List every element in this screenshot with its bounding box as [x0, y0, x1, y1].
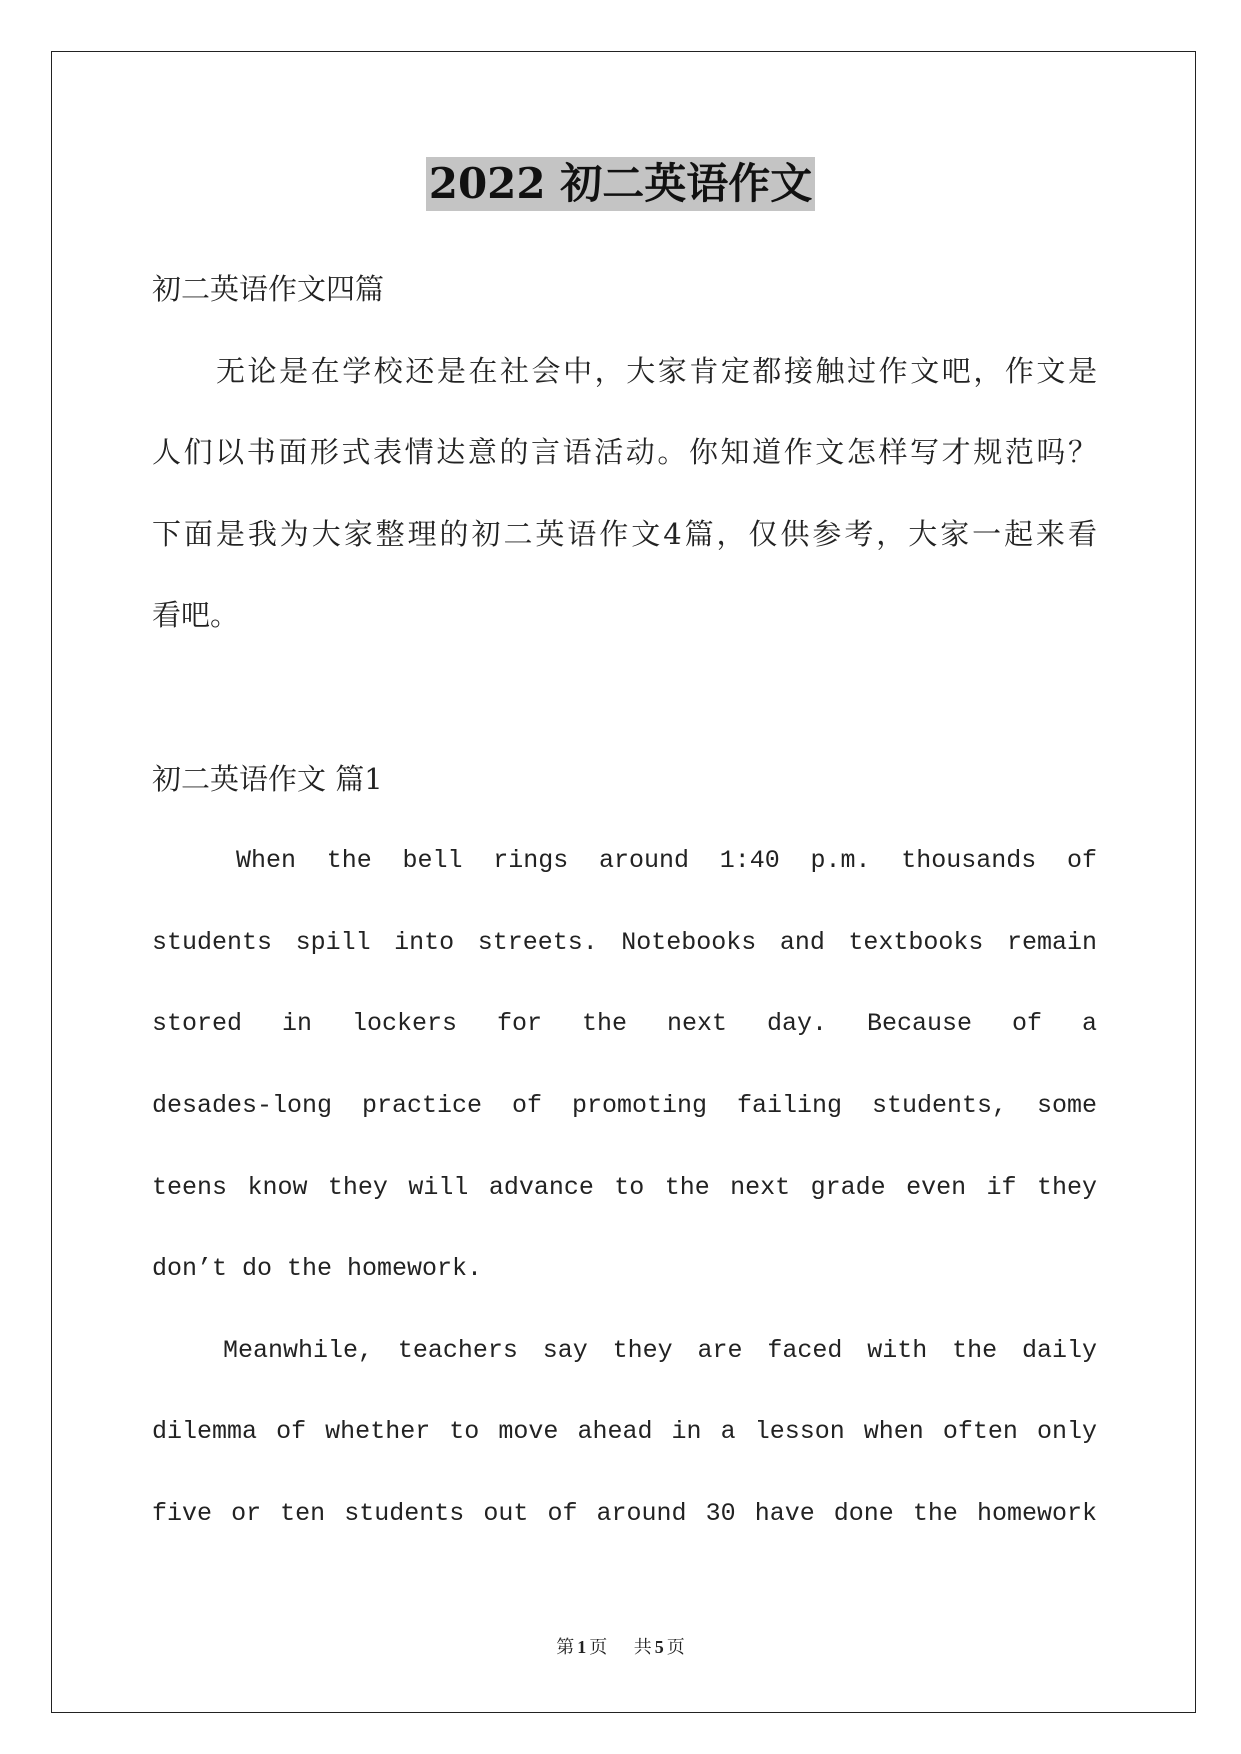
paragraph-line: teens know they will advance to the next grade even if they	[152, 1172, 1097, 1202]
intro-line: 人们以书面形式表情达意的言语活动。你知道作文怎样写才规范吗？	[152, 435, 1097, 470]
document-body	[152, 249, 1097, 1555]
page-number-group	[556, 1637, 612, 1657]
intro-line: 看吧。	[152, 598, 240, 633]
paragraph-line: desades-long practice of promoting failing students, some	[152, 1090, 1097, 1120]
paragraph-line: five or ten students out of around 30 have done the homework	[152, 1498, 1097, 1528]
section-heading: 初二英语作文 篇1	[152, 761, 383, 796]
total-pages-group	[634, 1637, 685, 1657]
page-footer	[0, 1634, 1241, 1660]
essay-paragraph	[152, 820, 1097, 1310]
intro-line: 下面是我为大家整理的初二英语作文4篇，仅供参考，大家一起来看	[152, 516, 1097, 551]
total-prefix: 共	[633, 1637, 652, 1657]
essay-paragraph	[152, 1310, 1097, 1555]
paragraph-line: students spill into streets. Notebooks and textbooks remain	[152, 927, 1097, 957]
intro-line: 无论是在学校还是在社会中，大家肯定都接触过作文吧，作文是	[216, 353, 1097, 388]
current-page-number: 1	[577, 1637, 587, 1657]
blank-line	[152, 657, 1097, 739]
total-page-count: 5	[654, 1637, 664, 1657]
page-prefix: 第	[556, 1637, 575, 1657]
document-subtitle: 初二英语作文四篇	[152, 272, 385, 306]
paragraph-line: stored in lockers for the next day. Because of a	[152, 1009, 1097, 1039]
paragraph-line: dilemma of whether to move ahead in a lesson when often only	[152, 1417, 1097, 1447]
document-title: 2022 初二英语作文	[426, 157, 816, 211]
title-container	[0, 157, 1241, 211]
page-suffix: 页	[589, 1637, 608, 1657]
intro-paragraph	[152, 331, 1097, 657]
paragraph-line: Meanwhile, teachers say they are faced with the daily	[223, 1335, 1097, 1365]
total-suffix: 页	[666, 1637, 685, 1657]
paragraph-line: don’t do the homework.	[152, 1254, 483, 1284]
paragraph-line: When the bell rings around 1:40 p.m. thousands of	[236, 846, 1097, 876]
